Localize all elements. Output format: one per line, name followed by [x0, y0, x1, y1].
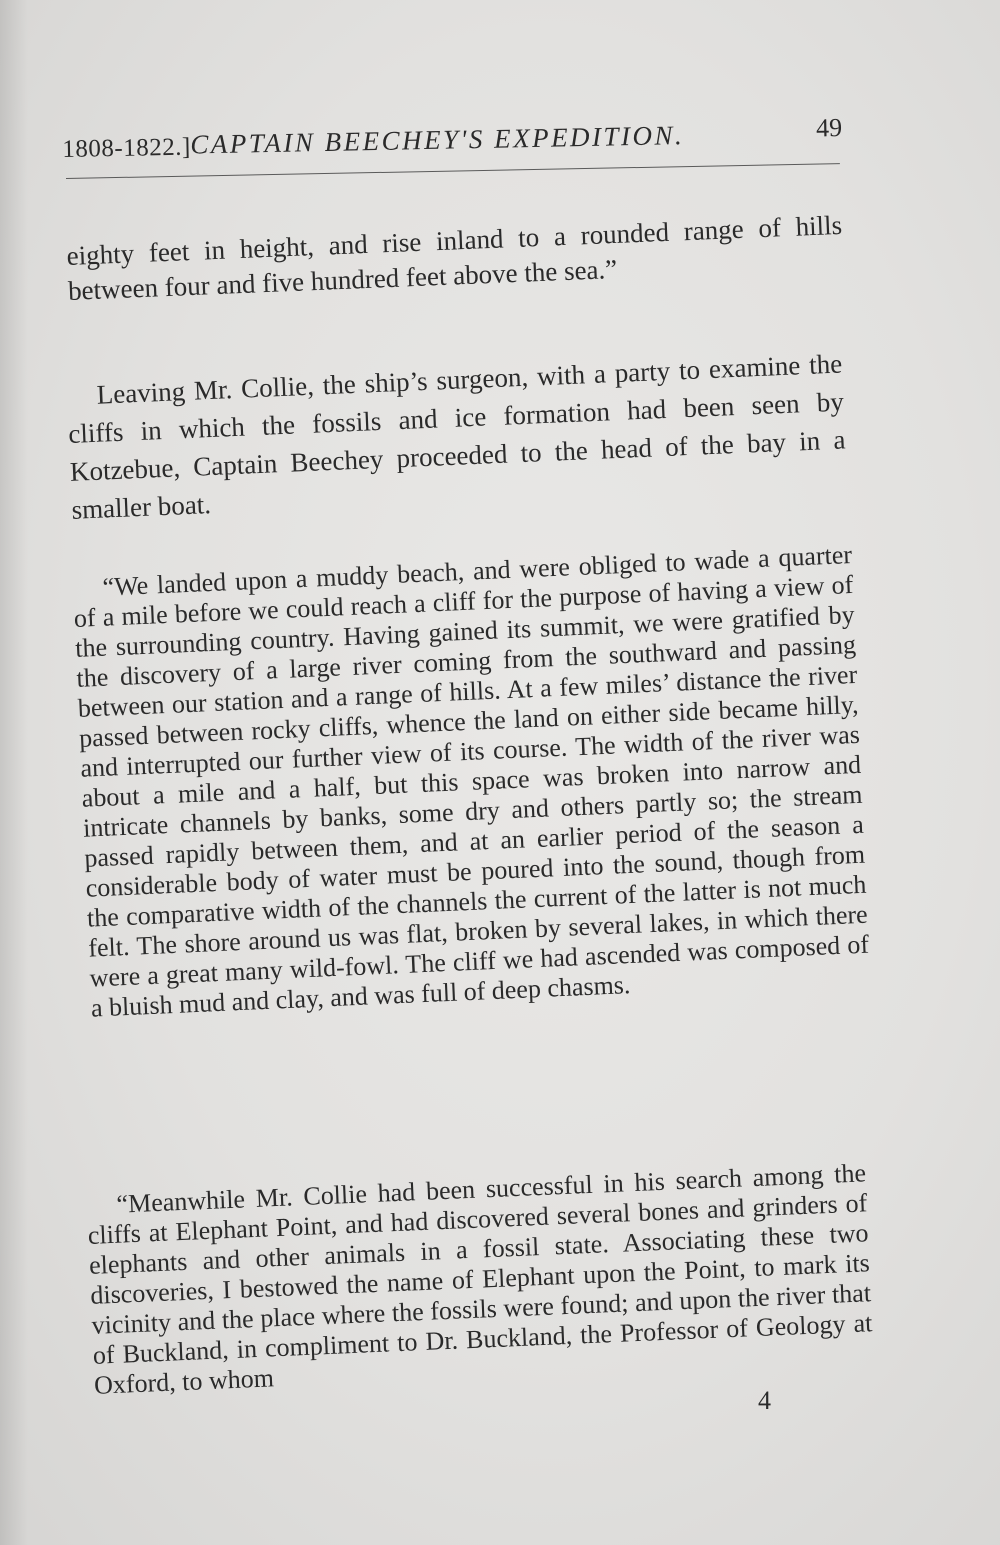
header-rule: [66, 163, 840, 179]
paragraph-narrative: Leaving Mr. Collie, the ship’s surgeon, with a party to examine the cliffs in which the fossils and ice formation had been seen by Kotzebue, Captain Beechey proceeded to the head of the bay in a smaller boat.: [67, 348, 846, 525]
paragraph-continued-quote: eighty feet in height, and rise inland to a rounded range of hills between four and five hundred feet above the sea.”: [66, 209, 843, 306]
paragraph-quote-meanwhile: “Meanwhile Mr. Collie had been successful in his search among the cliffs at Elephant Point, and had discovered several bones and grinders of elephants and other animals in a fossil state. Associating these two discoveries, I bestowed the name of Elephant upon the Point, to mark its vicinity and the place where the fossils were found; and upon the river that of Buckland, in compliment to Dr. Buckland, the Professor of Geology at Oxford, to whom: [87, 1158, 873, 1400]
header-years: 1808-1822.]: [62, 133, 192, 163]
page-number: 49: [815, 113, 843, 143]
running-head: [62, 113, 843, 163]
header-title: CAPTAIN BEECHEY'S EXPEDITION.: [190, 120, 685, 160]
paragraph-quote-landing: “We landed upon a muddy beach, and were obliged to wade a quarter of a mile before we could reach a cliff for the purpose of having a view of the surrounding country. Having gained its summit, we were gratified by the discovery of a large river coming from the southward and passing between our station and a range of hills. At a few miles’ distance the river passed between rocky cliffs, whence the land on either side became hilly, and interrupted our further view of its course. The width of the river was about a mile and a half, but this space was broken into narrow and intricate channels by banks, some dry and others partly so; the stream passed rapidly between them, and at an earlier period of the season a considerable body of water must be poured into the sound, though from the comparative width of the channels the current of the latter is not much felt. The shore around us was flat, broken by several lakes, in which there were a great many wild-fowl. The cliff we had ascended was composed of a bluish mud and clay, and was full of deep chasms.: [73, 539, 870, 1023]
signature-mark: 4: [758, 1386, 771, 1415]
